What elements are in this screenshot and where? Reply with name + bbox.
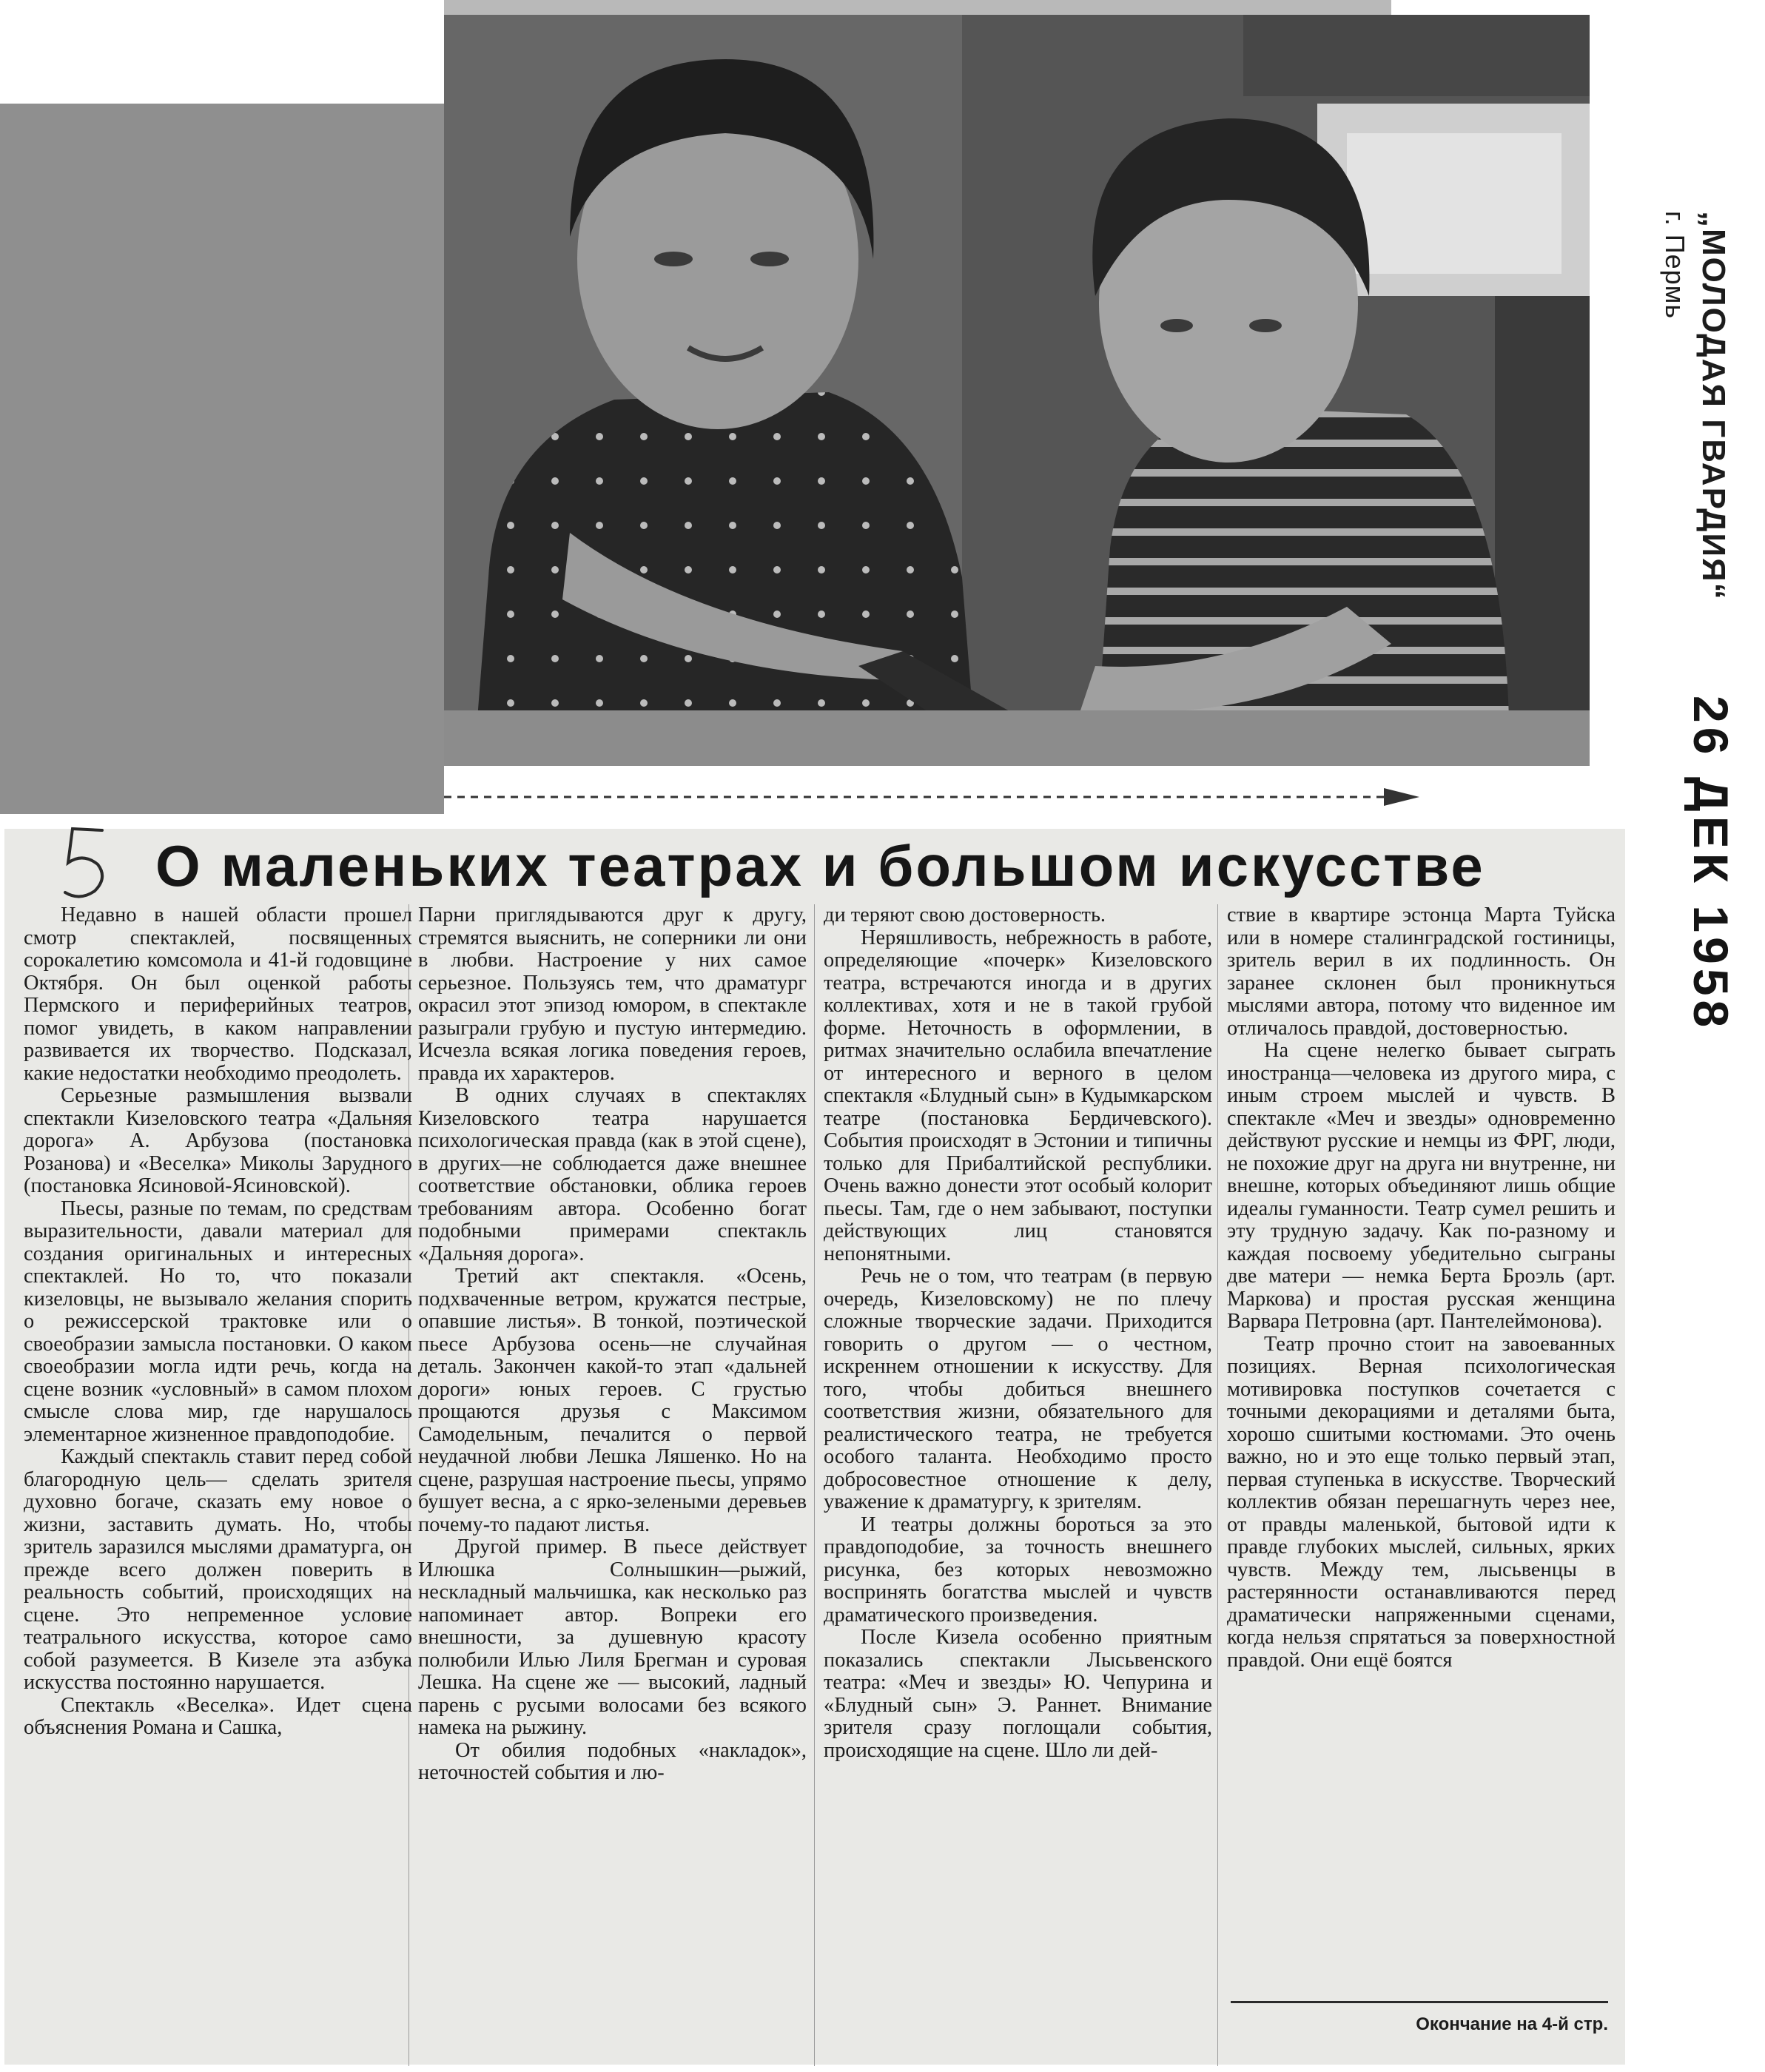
photo-two-women-reading-icon xyxy=(444,15,1590,766)
gray-background-left xyxy=(0,104,444,814)
footnote-rule xyxy=(1231,2001,1608,2003)
pencil-mark-icon xyxy=(56,821,115,903)
article-paragraph: Серьезные размышления вызвали спектакли Кизеловского театра «Дальняя дорога» А. Арбузова (постановка Розанова) и «Веселка» Миколы Зарудного (постановка Ясиновой-Ясиновской). xyxy=(24,1084,412,1197)
article-paragraph: Спектакль «Веселка». Идет сцена объяснения Романа и Сашка, xyxy=(24,1693,412,1739)
article-paragraph: Парни приглядываются друг к другу, стремятся выяснить, не соперники ли они в любви. Настроение у них самое серьезное. Пользуясь тем, что драматург окрасил этот эпизод юмором, в спектакле разыграли грубую и пустую интермедию. Исчезла всякая логика поведения героев, правда их характеров. xyxy=(418,904,807,1085)
column-rule xyxy=(1217,904,1218,2066)
masthead xyxy=(1621,211,1732,625)
article-paragraph: На сцене нелегко бывает сыграть иностранца—человека из другого мира, с иным строем мыслей и чувств. В спектакле «Меч и звезды» одновременно действуют русские и немцы из ФРГ, люди, не похожие друг на друга ни внутренне, ни внешне, которых объединяют лишь общие идеалы гуманности. Театр сумел решить и эту трудную задачу. Как по-разному и каждая посвоему убедительно сыграны две матери — немка Берта Броэль (арт. Маркова) и простая русская женщина Варвара Петровна (арт. Пантелеймонова). xyxy=(1227,1039,1616,1333)
photo-two-women-reading xyxy=(444,15,1590,766)
article-column-4 xyxy=(1227,904,1616,1672)
article-paragraph: Каждый спектакль ставит перед собой благородную цель— сделать зрителя духовно богаче, сказать ему новое о жизни, заставить думать. Но, чтобы зритель заразился мыслями драматурга, он прежде всего должен поверить в реальность событий, происходящих на сцене. Это непременное условие театрального искусства, которое само собой разумеется. В Кизеле эта азбука искусства постоянно нарушается. xyxy=(24,1445,412,1694)
continuation-note: Окончание на 4-й стр. xyxy=(1416,2014,1608,2034)
column-rule xyxy=(814,904,815,2066)
article-paragraph: После Кизела особенно приятным показались спектакли Лысьвенского театра: «Меч и звезды» Ю. Чепурина и «Блудный сын» Э. Раннет. Внимание зрителя сразу поглощали события, происходящие на сцене. Шло ли дей- xyxy=(824,1626,1212,1762)
ornamental-divider xyxy=(444,786,1421,808)
article-paragraph: Пьесы, разные по темам, по средствам выразительности, давали материал для создания оригинальных и интересных спектаклей. Но то, что показали кизеловцы, не вызывало желания спорить о режиссерской трактовке или о своеобразии замысла постановки. О каком своеобразии могла идти речь, когда на сцене возник «условный» в самом плохом смысле слова мир, где нарушалось элементарное жизненное правдоподобие. xyxy=(24,1197,412,1446)
article-paragraph: Третий акт спектакля. «Осень, подхваченные ветром, кружатся пестрые, опавшие листья». В тонкой, поэтической пьесе Арбузова осень—не случайная деталь. Закончен какой-то этап «дальней дороги» юных героев. С грустью прощаются друзья с Максимом Самодельным, печалится о первой неудачной любви Лешка Ляшенко. Но на сцене, разрушая настроение пьесы, упрямо бушует весна, а с ярко-зелеными деревьев почему-то падают листья. xyxy=(418,1265,807,1536)
date-stamp: 26 ДЕК 1958 xyxy=(1684,696,1738,1032)
article-column-2 xyxy=(418,904,807,1785)
article-column-1 xyxy=(24,904,412,1740)
article-paragraph: Речь не о том, что театрам (в первую очередь, Кизеловскому) не по плечу сложные творческие задачи. Приходится говорить о другом — о честном, искреннем отношении к искусству. Для того, чтобы добиться внешнего соответствия жизни, обязательного для реалистического театра, не требуется особого таланта. Необходимо просто добросовестное отношение к делу, уважение к драматургу, к зрителям. xyxy=(824,1265,1212,1513)
newspaper-city: г. Пермь xyxy=(1660,211,1690,320)
article-headline: О маленьких театрах и большом искусстве xyxy=(155,833,1485,898)
article-column-3 xyxy=(824,904,1212,1762)
article-paragraph: Другой пример. В пьесе действует Илюшка Солнышкин—рыжий, нескладный мальчишка, как несколько раз напоминает автор. Вопреки его внешности, за душевную красоту полюбили Илью Лиля Брегман и суровая Лешка. На сцене же — высокий, ладный парень с русыми волосами без всякого намека на рыжину. xyxy=(418,1536,807,1739)
article-paragraph: Недавно в нашей области прошел смотр спектаклей, посвященных сорокалетию комсомола и 41-й годовщине Октября. Он был оценкой работы Пермского и периферийных театров, помог увидеть, в каком направлении развивается их творчество. Подсказал, какие недостатки необходимо преодолеть. xyxy=(24,904,412,1085)
article-paragraph: В одних случаях в спектаклях Кизеловского театра нарушается психологическая правда (как в этой сцене), в других—не соблюдается даже внешнее соответствие обстановки, облика героев требованиям автора. Особенно богат подобными примерами спектакль «Дальняя дорога». xyxy=(418,1084,807,1265)
article-paragraph: И театры должны бороться за это правдоподобие, за точность внешнего рисунка, без которых невозможно воспринять богатства мыслей и чувств драматического произведения. xyxy=(824,1513,1212,1627)
article-paragraph: ствие в квартире эстонца Марта Туйска или в номере сталинградской гостиницы, зритель верил в их подлинность. Он заранее склонен был проникнуться мыслями автора, потому что виденное им отличалось правдой, достоверностью. xyxy=(1227,904,1616,1040)
article-paragraph: ди теряют свою достоверность. xyxy=(824,904,1106,926)
arrow-divider-icon xyxy=(444,786,1421,808)
article-paragraph: От обилия подобных «накладок», неточностей события и лю- xyxy=(418,1738,807,1784)
article-paragraph: Неряшливость, небрежность в работе, определяющие «почерк» Кизеловского театра, встречаются иногда и в других коллективах, хотя и не в такой грубой форме. Неточность в оформлении, в ритмах значительно ослабила впечатление от интересного и верного в целом спектакля «Блудный сын» в Кудымкарском театре (постановка Бердичевского). События происходят в Эстонии и типичны только для Прибалтийской республики. Очень важно донести этот особый колорит пьесы. Там, где о нем забывают, поступки действующих лиц становятся непонятными. xyxy=(824,926,1212,1265)
newspaper-name: „МОЛОДАЯ ГВАРДИЯ“ xyxy=(1695,211,1732,601)
article-paragraph: Театр прочно стоит на завоеванных позициях. Верная психологическая мотивировка поступков сочетается с точными декорациями и деталями быта, хорошо сшитыми костюмами. Это очень важно, но и это еще только первый этап, первая ступенька в искусстве. Творческий коллектив обязан перешагнуть через нее, от правды маленькой, бытовой идти к правде глубоких мыслей, сильных, ярких чувств. Между тем, лысьвенцы в растерянности останавливаются перед драматически напряженными сценами, когда нельзя спрятаться за поверхностной правдой. Они ещё боятся xyxy=(1227,1332,1616,1672)
pencil-mark-number: 5 xyxy=(56,821,57,822)
